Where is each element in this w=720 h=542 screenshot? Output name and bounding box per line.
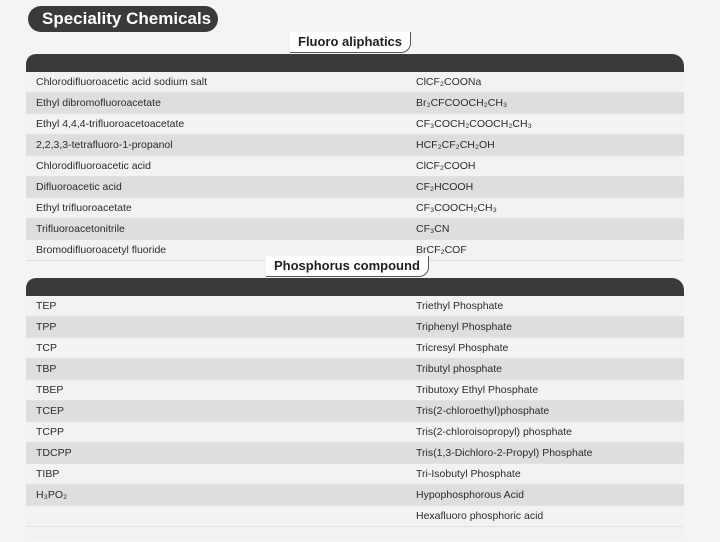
- compound-formula: CF₃COCH₂COOCH₂CH₃: [416, 118, 532, 130]
- compound-name: Ethyl 4,4,4-trifluoroacetoacetate: [36, 118, 185, 130]
- compound-abbreviation: TCP: [36, 342, 57, 354]
- compound-name: Tributoxy Ethyl Phosphate: [416, 384, 539, 396]
- table-row: [26, 464, 684, 485]
- compound-name: Ethyl dibromofluoroacetate: [36, 97, 161, 109]
- compound-abbreviation: TDCPP: [36, 447, 72, 459]
- compound-formula: ClCF₂COOH: [416, 160, 476, 172]
- table-row: [26, 156, 684, 177]
- table-row: [26, 135, 684, 156]
- table-row: [26, 359, 684, 380]
- section-title-phosphorus-compound: Phosphorus compound: [266, 256, 429, 277]
- compound-name: Tris(1,3-Dichloro-2-Propyl) Phosphate: [416, 447, 593, 459]
- table-header-bar: [26, 278, 684, 296]
- compound-formula: CF₃COOCH₂CH₃: [416, 202, 497, 214]
- fluoro-aliphatics-table: [26, 54, 684, 261]
- table-row: [26, 506, 684, 527]
- compound-abbreviation: H₃PO₂: [36, 489, 68, 501]
- compound-name: Ethyl trifluoroacetate: [36, 202, 132, 214]
- compound-abbreviation: TPP: [36, 321, 57, 333]
- table-header-bar: [26, 54, 684, 72]
- compound-abbreviation: TBP: [36, 363, 57, 375]
- compound-formula: Br₂CFCOOCH₂CH₃: [416, 97, 508, 109]
- compound-name: Tri-Isobutyl Phosphate: [416, 468, 521, 480]
- table-row: [26, 317, 684, 338]
- compound-name: Triethyl Phosphate: [416, 300, 504, 312]
- compound-name: 2,2,3,3-tetrafluoro-1-propanol: [36, 139, 173, 151]
- compound-name: Tributyl phosphate: [416, 363, 502, 375]
- compound-name: Trifluoroacetonitrile: [36, 223, 125, 235]
- table-row: [26, 72, 684, 93]
- table-row: [26, 338, 684, 359]
- compound-name: Hexafluoro phosphoric acid: [416, 510, 544, 522]
- table-row: [26, 485, 684, 506]
- compound-formula: ClCF₂COONa: [416, 76, 482, 88]
- compound-name: Difluoroacetic acid: [36, 181, 122, 193]
- compound-name: Tris(2-chloroisopropyl) phosphate: [416, 426, 573, 438]
- compound-name: Triphenyl Phosphate: [416, 321, 512, 333]
- section-title-fluoro-aliphatics: Fluoro aliphatics: [290, 32, 411, 53]
- compound-name: Hypophosphorous Acid: [416, 489, 524, 501]
- compound-name: Tris(2-chloroethyl)phosphate: [416, 405, 550, 417]
- compound-name: Bromodifluoroacetyl fluoride: [36, 244, 167, 256]
- compound-abbreviation: TCEP: [36, 405, 65, 417]
- compound-abbreviation: TBEP: [36, 384, 64, 396]
- table-row: [26, 219, 684, 240]
- table-row: [26, 198, 684, 219]
- table-row: [26, 443, 684, 464]
- compound-abbreviation: TIBP: [36, 468, 60, 480]
- compound-name: Chlorodifluoroacetic acid: [36, 160, 151, 172]
- compound-formula: BrCF₂COF: [416, 244, 467, 256]
- table-row: [26, 380, 684, 401]
- compound-name: Tricresyl Phosphate: [416, 342, 509, 354]
- compound-formula: CF₂HCOOH: [416, 181, 474, 193]
- compound-name: Chlorodifluoroacetic acid sodium salt: [36, 76, 207, 88]
- table-row: [26, 177, 684, 198]
- table-row: [26, 114, 684, 135]
- compound-abbreviation: TEP: [36, 300, 57, 312]
- page-title: Speciality Chemicals: [28, 6, 218, 32]
- table-footer: [26, 527, 684, 541]
- table-row: [26, 296, 684, 317]
- phosphorus-compound-table: [26, 278, 684, 541]
- compound-abbreviation: TCPP: [36, 426, 65, 438]
- compound-formula: HCF₂CF₂CH₂OH: [416, 139, 495, 151]
- table-row: [26, 401, 684, 422]
- compound-formula: CF₃CN: [416, 223, 450, 235]
- table-row: [26, 93, 684, 114]
- table-row: [26, 422, 684, 443]
